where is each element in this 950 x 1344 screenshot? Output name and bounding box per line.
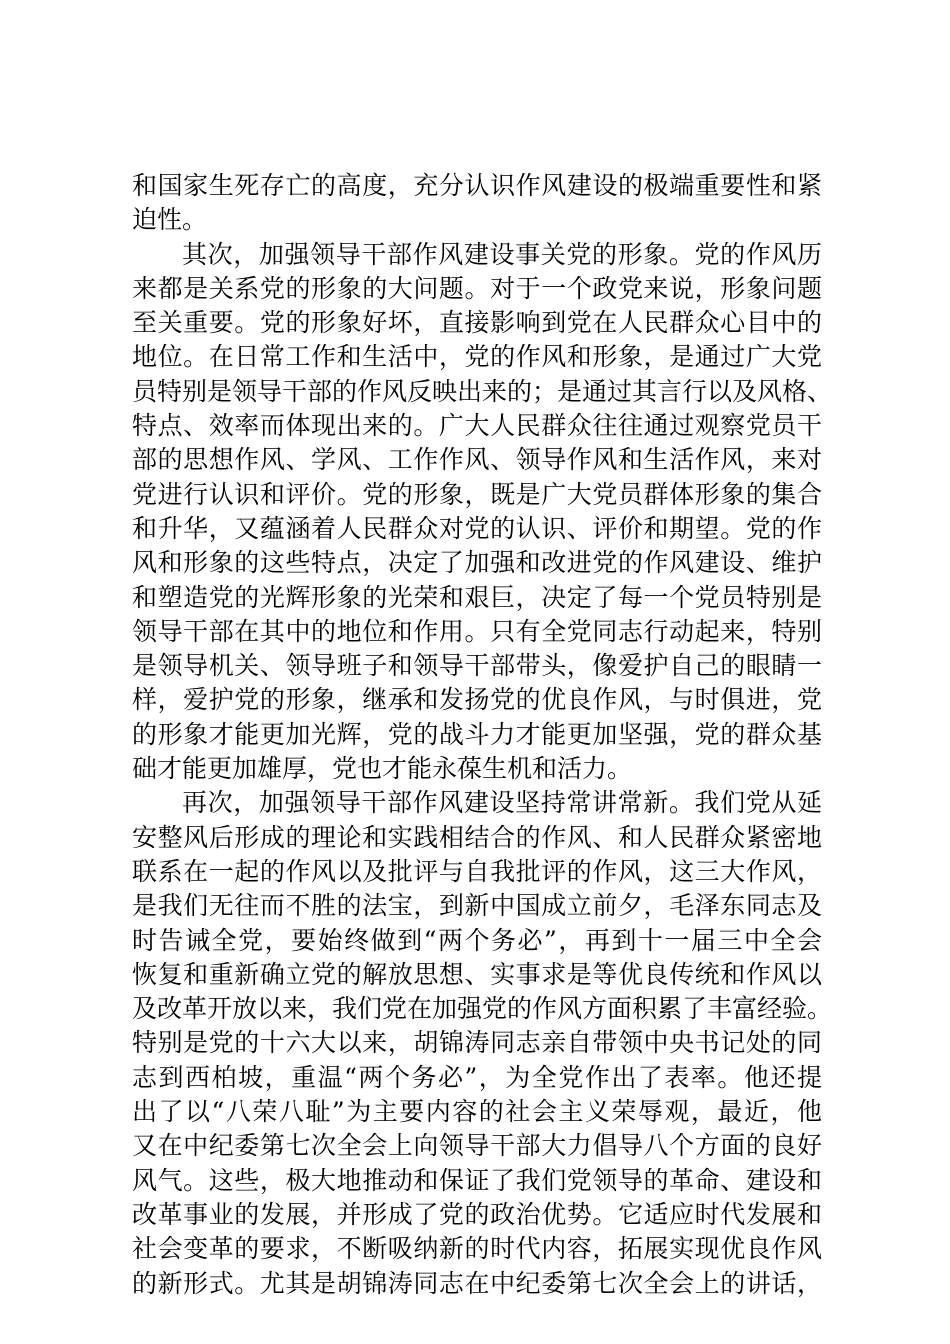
text-line: 部的思想作风、学风、工作作风、领导作风和生活作风，来对 bbox=[132, 445, 822, 475]
text-line: 和升华，又蕴涵着人民群众对党的认识、评价和期望。党的作 bbox=[132, 513, 822, 543]
text-line: 风和形象的这些特点，决定了加强和改进党的作风建设、维护 bbox=[132, 548, 822, 578]
text-line: 是领导机关、领导班子和领导干部带头，像爱护自己的眼睛一 bbox=[132, 651, 822, 681]
body-text bbox=[132, 169, 833, 1301]
text-line: 安整风后形成的理论和实践相结合的作风、和人民群众紧密地 bbox=[132, 822, 822, 852]
text-line: 及改革开放以来，我们党在加强党的作风方面积累了丰富经验。 bbox=[132, 994, 833, 1024]
text-line: 志到西柏坡，重温“两个务必”，为全党作出了表率。他还提 bbox=[132, 1062, 822, 1092]
text-line: 的形象才能更加光辉，党的战斗力才能更加坚强，党的群众基 bbox=[132, 719, 822, 749]
text-line: 是我们无往而不胜的法宝，到新中国成立前夕，毛泽东同志及 bbox=[132, 891, 822, 921]
text-line: 其次，加强领导干部作风建设事关党的形象。党的作风历 bbox=[182, 239, 822, 269]
text-line: 时告诫全党，要始终做到“两个务必”，再到十一届三中全会 bbox=[132, 925, 822, 955]
text-line: 出了以“八荣八耻”为主要内容的社会主义荣辱观，最近，他 bbox=[132, 1097, 822, 1127]
text-line: 样，爱护党的形象，继承和发扬党的优良作风，与时俱进，党 bbox=[132, 685, 822, 715]
text-line: 社会变革的要求，不断吸纳新的时代内容，拓展实现优良作风 bbox=[132, 1234, 822, 1264]
paragraph-3 bbox=[132, 786, 833, 1300]
text-line: 联系在一起的作风以及批评与自我批评的作风，这三大作风， bbox=[132, 856, 822, 886]
text-line: 党进行认识和评价。党的形象，既是广大党员群体形象的集合 bbox=[132, 479, 822, 509]
text-line: 改革事业的发展，并形成了党的政治优势。它适应时代发展和 bbox=[132, 1199, 822, 1229]
text-line: 至关重要。党的形象好坏，直接影响到党在人民群众心目中的 bbox=[132, 308, 822, 338]
text-line: 地位。在日常工作和生活中，党的作风和形象，是通过广大党 bbox=[132, 342, 822, 372]
text-line: 和国家生死存亡的高度，充分认识作风建设的极端重要性和紧 bbox=[132, 171, 822, 200]
paragraph-2 bbox=[132, 238, 833, 787]
text-line: 风气。这些，极大地推动和保证了我们党领导的革命、建设和 bbox=[132, 1165, 822, 1195]
text-line: 来都是关系党的形象的大问题。对于一个政党来说，形象问题 bbox=[132, 273, 822, 303]
text-line: 员特别是领导干部的作风反映出来的；是通过其言行以及风格、 bbox=[132, 376, 833, 406]
text-line: 迫性。 bbox=[132, 205, 208, 235]
text-line: 的新形式。尤其是胡锦涛同志在中纪委第七次全会上的讲话， bbox=[132, 1268, 822, 1298]
text-line: 恢复和重新确立党的解放思想、实事求是等优良传统和作风以 bbox=[132, 959, 822, 989]
text-line: 础才能更加雄厚，党也才能永葆生机和活力。 bbox=[132, 754, 633, 784]
text-line: 和塑造党的光辉形象的光荣和艰巨，决定了每一个党员特别是 bbox=[132, 582, 822, 612]
text-line: 再次，加强领导干部作风建设坚持常讲常新。我们党从延 bbox=[182, 788, 822, 818]
text-line: 又在中纪委第七次全会上向领导干部大力倡导八个方面的良好 bbox=[132, 1131, 822, 1161]
text-line: 领导干部在其中的地位和作用。只有全党同志行动起来，特别 bbox=[132, 616, 822, 646]
text-line: 特点、效率而体现出来的。广大人民群众往往通过观察党员干 bbox=[132, 411, 822, 441]
paragraph-1-continuation bbox=[132, 169, 822, 238]
text-line: 特别是党的十六大以来，胡锦涛同志亲自带领中央书记处的同 bbox=[132, 1028, 822, 1058]
